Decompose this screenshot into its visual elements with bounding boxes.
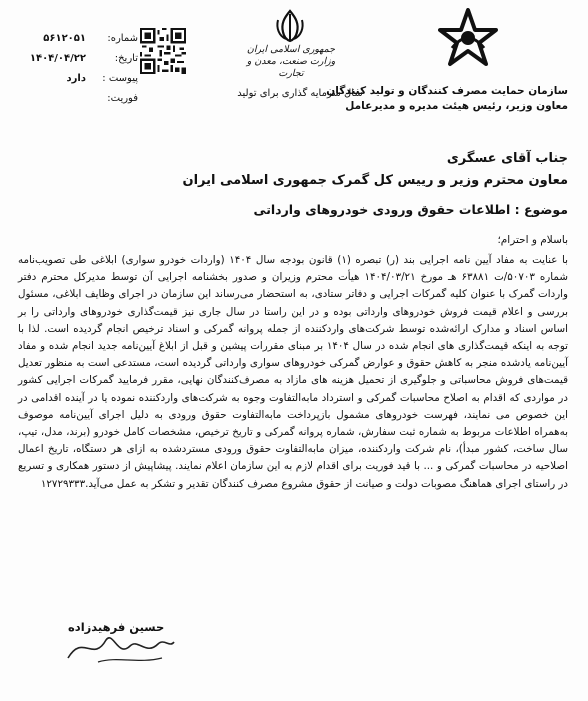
meta-value: دارد xyxy=(66,72,86,84)
letter-paragraph: با عنایت به مفاد آیین نامه اجرایی بند (ر) تبصره (۱) قانون بودجه سال ۱۴۰۴ (واردات خودرو سواری) ابلاغی طی تصویب‌نامه شماره ۵۰۷۰۳/ت ۶۳۸۸۱ هـ مورخ ۱۴۰۴/۰۳/۲۱ هیأت محترم وزیران و صدور بخشنامه اجرایی آن توسط مدیرکل محترم دفتر واردات گمرک با عنوان کلیه گمرکات اجرایی و دفاتر ستادی، به استحضار می‌رساند این سازمان در اجرای وظایف ابلاغی، مسئول بررسی و اعلام قیمت فروش خودروهای وارداتی بوده و در این راستا در سال جاری نیز قیمت‌گذاری خودروهای وارداتی را بر اساس اسناد و مدارک ارائه‌شده توسط شرکت‌های واردکننده از جمله پروانه گمرکی و اسناد ترخیص انجام گردیده است. لذا با توجه به اینکه قیمت‌گذاری های انجام شده در سال ۱۴۰۴ بر مبنای مقررات پیشین و قبل از ابلاغ آیین‌نامه جدید انجام شده و مفاد آیین‌نامه یادشده منجر به کاهش حقوق و عوارض گمرکی خودروهای سواری وارداتی گردیده است، مستدعی است به منظور تعدیل قیمت‌های فروش محاسباتی و جلوگیری از تحمیل هزینه های مازاد به مصرف‌کنندگان نهایی، مقرر فرمایید گمرکات اجرایی کشور در مواردی که اقدام به اصلاح محاسبات گمرکی و استرداد مابه‌التفاوت وجوه به شرکت‌های واردکننده نموده یا در آینده اقدامی در این خصوص می نمایند، فهرست خودروهای مشمول بازپرداخت مابه‌التفاوت حقوق ورودی به دلیل اجرای آیین‌نامه موصوف به‌همراه اطلاعات مربوط به شماره ثبت سفارش، شماره پروانه گمرکی و تاریخ ترخیص، مشخصات کامل خودرو (برند، مدل، تیپ، سال ساخت، کشور مبدأ)، نام شرکت واردکننده، میزان مابه‌التفاوت حقوق ورودی مستردشده به ازای هر دستگاه، تاریخ اعمال اصلاحیه در محاسبات گمرکی و ... با قید فوریت برای اقدام لازم به این سازمان اعلام نمایند. پیشاپیش از دستور همکاری و تسریع در راستای اجرای هماهنگ مصوبات دولت و صیانت از حقوق مشروع مصرف کنندگان تقدیر و تشکر به عمل می‌آید.۱۲۷۲۹۳۳۳ xyxy=(18,254,569,490)
meta-row-attachment xyxy=(8,68,138,88)
meta-value: ۱۴۰۴/۰۴/۲۲ xyxy=(29,52,86,64)
meta-label: شماره: xyxy=(107,32,138,44)
meta-value: ۵۶۱۲۰۵۱ xyxy=(43,32,86,44)
ministry-line-2: وزارت صنعت، معدن و تجارت xyxy=(246,56,336,79)
organization-name: سازمان حمایت مصرف کنندگان و تولید کنندگان xyxy=(326,85,568,97)
organization-signatory: معاون وزیر، رئیس هیئت مدیره و مدیرعامل xyxy=(345,100,568,112)
meta-label: تاریخ: xyxy=(114,52,138,64)
meta-row-urgency xyxy=(8,88,138,108)
ministry-line-1: جمهوری اسلامی ایران xyxy=(246,44,336,55)
year-slogan: سال سرمایه گذاری برای تولید xyxy=(237,88,363,99)
letter-subject: موضوع : اطلاعات حقوق ورودی خودروهای وارداتی xyxy=(253,202,568,217)
organization-logo-icon xyxy=(438,8,498,70)
meta-label: فوریت: xyxy=(107,92,138,104)
ministry-name xyxy=(236,44,346,80)
iran-emblem-icon xyxy=(272,8,308,44)
meta-label: پیوست : xyxy=(102,72,138,84)
letter-body xyxy=(18,148,568,493)
signature-name: حسین فرهیدزاده xyxy=(68,620,165,634)
meta-row-date xyxy=(8,48,138,68)
qr-code-icon xyxy=(140,28,186,74)
recipient-name: جناب آقای عسگری xyxy=(446,151,568,166)
letter-greeting: باسلام و احترام؛ xyxy=(497,234,568,246)
letter-meta xyxy=(8,28,138,108)
recipient-title: معاون محترم وزیر و رییس کل گمرک جمهوری اسلامی ایران xyxy=(182,173,568,188)
meta-row-number xyxy=(8,28,138,48)
